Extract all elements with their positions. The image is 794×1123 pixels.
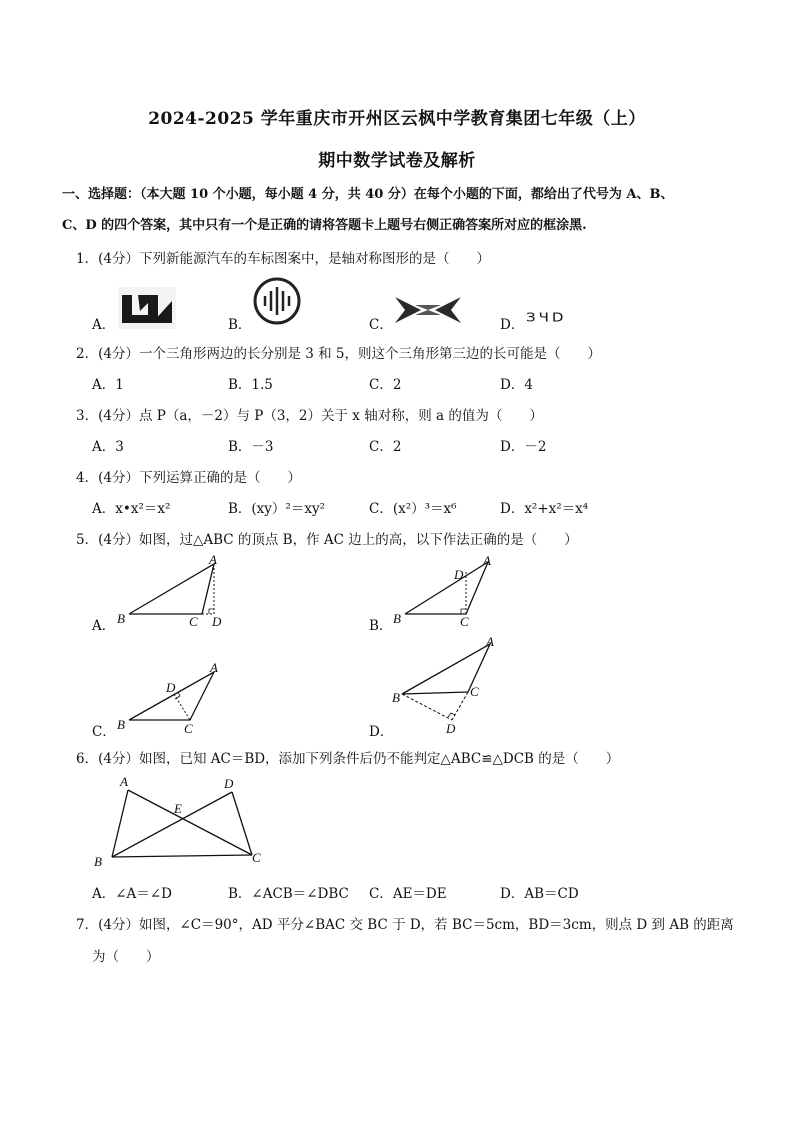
q6-option-b: B．∠ACB＝∠DBC — [228, 886, 349, 902]
q6-option-d: D．AB＝CD — [500, 886, 579, 902]
question-5-stem: 5．(4分）如图，过△ABC 的顶点 B，作 AC 边上的高，以下作法正确的是（ ） — [76, 532, 578, 548]
q5-figure-b — [390, 552, 500, 632]
q5-figure-d — [390, 634, 510, 738]
q6-label-b: B — [94, 854, 102, 869]
q5b-label-d: D — [454, 567, 464, 582]
document-title-line1: 2024-2025 学年重庆市开州区云枫中学教育集团七年级（上） — [148, 109, 646, 129]
q5-figure-c — [114, 660, 224, 740]
logo-c-image — [393, 295, 463, 325]
question-1-stem: 1．(4分）下列新能源汽车的车标图案中，是轴对称图形的是（ ） — [76, 251, 490, 267]
q5d-label-c: C — [470, 684, 479, 699]
q5d-label-a: A — [486, 634, 494, 649]
q5c-label-c: C — [184, 721, 193, 736]
logo-b-image — [252, 276, 302, 326]
q5-option-d: D． — [369, 724, 394, 740]
q3-option-d: D．－2 — [500, 439, 547, 455]
document-title-line2: 期中数学试卷及解析 — [318, 151, 476, 171]
q4-option-d: D．x²+x²＝x⁴ — [500, 501, 589, 517]
q5d-label-d: D — [446, 721, 456, 736]
q5c-label-b: B — [117, 717, 125, 732]
q4-option-b: B．(xy）²＝xy² — [228, 501, 325, 517]
q5-option-c: C． — [92, 724, 116, 740]
q5c-label-d: D — [166, 680, 176, 695]
q1-option-d: D． — [500, 317, 525, 333]
q5-option-a: A． — [92, 618, 116, 634]
q5b-label-c: C — [460, 614, 469, 629]
q2-option-c: C．2 — [369, 377, 402, 393]
question-4-stem: 4．(4分）下列运算正确的是（ ） — [76, 470, 301, 486]
q2-option-d: D．4 — [500, 377, 533, 393]
q5b-label-b: B — [393, 611, 401, 626]
q1-option-b: B． — [228, 317, 252, 333]
q2-option-b: B．1.5 — [228, 377, 273, 393]
q1-option-a: A． — [92, 317, 116, 333]
q3-option-a: A．3 — [92, 439, 124, 455]
q5-option-b: B． — [369, 618, 393, 634]
q6-label-a: A — [120, 774, 128, 789]
q5a-label-a: A — [209, 552, 217, 567]
q4-option-a: A．x•x²＝x² — [92, 501, 171, 517]
q5d-label-b: B — [392, 690, 400, 705]
q3-option-b: B．－3 — [228, 439, 274, 455]
q2-option-a: A．1 — [92, 377, 124, 393]
q3-option-c: C．2 — [369, 439, 402, 455]
q1-option-c: C． — [369, 317, 393, 333]
q5a-label-b: B — [117, 611, 125, 626]
q5c-label-a: A — [210, 660, 218, 675]
q6-figure — [90, 770, 275, 870]
q5a-label-c: C — [189, 614, 198, 629]
section-heading-line1: 一、选择题：（本大题 10 个小题，每小题 4 分，共 40 分）在每个小题的下面，都给出了代号为 A、B、 — [62, 187, 674, 202]
question-3-stem: 3．(4分）点 P（a，－2）与 P（3，2）关于 x 轴对称，则 a 的值为（ ） — [76, 408, 543, 424]
q6-option-c: C．AE＝DE — [369, 886, 447, 902]
logo-a-image — [118, 287, 176, 329]
question-7-stem-continued: 为（ ） — [92, 949, 160, 965]
question-7-stem: 7．(4分）如图，∠C＝90°，AD 平分∠BAC 交 BC 于 D，若 BC＝5cm，BD＝3cm，则点 D 到 AB 的距离 — [76, 917, 734, 933]
logo-d-text: ЗЧD — [526, 309, 567, 325]
section-heading-line2: C、D 的四个答案，其中只有一个是正确的请将答题卡上题号右侧正确答案所对应的框涂黑. — [62, 218, 587, 233]
q6-label-c: C — [252, 850, 261, 865]
q6-option-a: A．∠A＝∠D — [92, 886, 172, 902]
q5a-label-d: D — [212, 614, 222, 629]
question-6-stem: 6．(4分）如图，已知 AC＝BD，添加下列条件后仍不能判定△ABC≌△DCB 的是（ ） — [76, 751, 620, 767]
q6-label-e: E — [174, 801, 182, 816]
q5b-label-a: A — [483, 553, 491, 568]
question-2-stem: 2．(4分）一个三角形两边的长分别是 3 和 5，则这个三角形第三边的长可能是（ ） — [76, 346, 601, 362]
q6-label-d: D — [224, 776, 234, 791]
q5-figure-a — [114, 552, 234, 632]
q4-option-c: C．(x²）³＝x⁶ — [369, 501, 457, 517]
